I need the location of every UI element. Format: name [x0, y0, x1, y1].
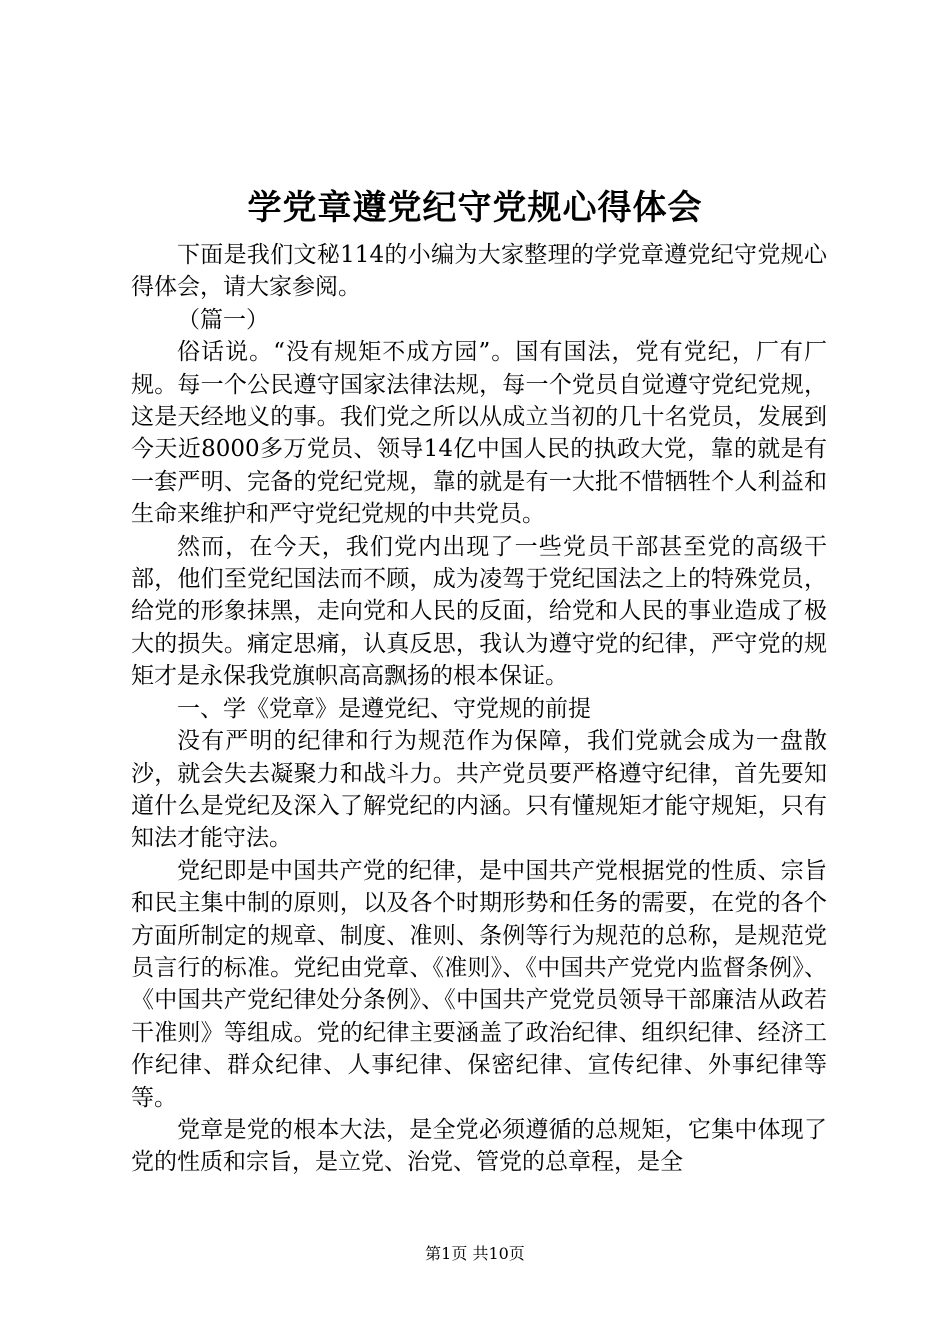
paragraph: 没有严明的纪律和行为规范作为保障，我们党就会成为一盘散沙，就会失去凝聚力和战斗力。共产党员要严格遵守纪律，首先要知道什么是党纪及深入了解党纪的内涵。只有懂规矩才能守规矩，只有知法才能守法。	[131, 728, 827, 852]
paragraph: 党章是党的根本大法，是全党必须遵循的总规矩，它集中体现了党的性质和宗旨，是立党、治党、管党的总章程，是全	[131, 1116, 827, 1176]
paragraph: 俗话说。“没有规矩不成方园”。国有国法，党有党纪，厂有厂规。每一个公民遵守国家法律法规，每一个党员自觉遵守党纪党规，这是天经地义的事。我们党之所以从成立当初的几十名党员，发展到今天近8000多万党员、领导14亿中国人民的执政大党，靠的就是有一套严明、完备的党纪党规，靠的就是有一大批不惜牺牲个人利益和生命来维护和严守党纪党规的中共党员。	[131, 339, 827, 528]
paragraph-intro: 下面是我们文秘114的小编为大家整理的学党章遵党纪守党规心得体会，请大家参阅。	[131, 242, 827, 301]
section-heading: 一、学《党章》是遵党纪、守党规的前提	[177, 695, 591, 722]
paragraph-section-label: （篇一）	[177, 306, 269, 333]
page-footer: 第1页 共10页	[425, 1244, 525, 1263]
document-body	[131, 239, 827, 1179]
paragraph: 然而，在今天，我们党内出现了一些党员干部甚至党的高级干部，他们至党纪国法而不顾，成为凌驾于党纪国法之上的特殊党员，给党的形象抹黑，走向党和人民的反面，给党和人民的事业造成了极大的损失。痛定思痛，认真反思，我认为遵守党的纪律，严守党的规矩才是永保我党旗帜高高飘扬的根本保证。	[131, 533, 827, 690]
paragraph: 党纪即是中国共产党的纪律，是中国共产党根据党的性质、宗旨和民主集中制的原则，以及各个时期形势和任务的需要，在党的各个方面所制定的规章、制度、准则、条例等行为规范的总称，是规范党员言行的标准。党纪由党章、《准则》、《中国共产党党内监督条例》、《中国共产党纪律处分条例》、《中国共产党党员领导干部廉洁从政若干准则》等组成。党的纪律主要涵盖了政治纪律、组织纪律、经济工作纪律、群众纪律、人事纪律、保密纪律、宣传纪律、外事纪律等等。	[131, 857, 827, 1111]
document-title: 学党章遵党纪守党规心得体会	[247, 188, 703, 228]
